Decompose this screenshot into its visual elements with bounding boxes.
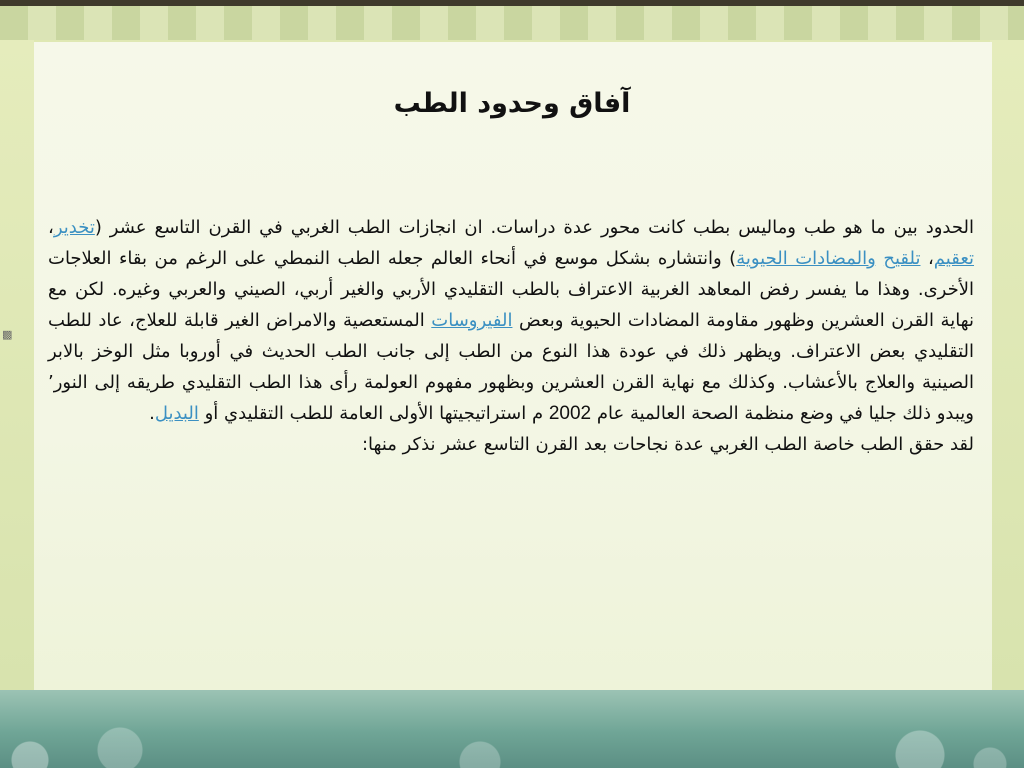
link-sterilization[interactable]: تعقيم [933,248,975,269]
paragraph-main [48,212,974,429]
text-segment: ، [920,248,934,269]
left-decorative-strip [0,40,34,690]
top-decorative-band [0,0,1024,40]
link-viruses[interactable]: الفيروسات [431,310,513,331]
presentation-icon[interactable]: ▩ [2,328,13,341]
link-anesthesia[interactable]: تخدير [53,217,95,238]
paragraph-achievements-intro: لقد حقق الطب خاصة الطب الغربي عدة نجاحات بعد القرن التاسع عشر نذكر منها: [361,434,974,455]
text-segment: م استراتيجيتها الأولى العامة للطب التقليدي أو [198,403,549,424]
year-number: 2002 [548,403,592,424]
slide-body [48,212,974,460]
bottom-floral-ornament [0,700,1024,768]
text-segment: ) وانتشاره بشكل موسع في أنحاء العالم جعله الطب النمطي على الرغم من بقاء العلاجات الأخرى. وهذا ما يفسر رفض المعاهد الغربية الاعتراف بالطب التقليدي الأربي والغير أربي، الصيني والعربي وغيره. لكن مع نهاية القرن العشرين وظهور مقاومة المضادات الحيوية وبعض [48,248,974,331]
slide-title: آفاق وحدود الطب [393,88,631,119]
link-alternative-medicine[interactable]: البديل [154,403,199,424]
text-segment: المستعصية والامراض الغير قابلة للعلاج، عاد للطب التقليدي بعض الاعتراف. ويظهر ذلك في عودة هذا النوع من الطب إلى جانب الطب الحديث في أوروبا مثل الوخز بالابر الصينية والعلاج بالأعشاب. وكذلك مع نهاية القرن العشرين وبظهور مفهوم العولمة رأى هذا الطب التقليدي طريقه إلى النور’ ويبدو ذلك جليا في وضع منظمة الصحة العالمية عام [48,310,974,424]
right-decorative-strip [990,40,1024,690]
link-vaccination[interactable]: تلقيح [883,248,921,269]
text-segment: الحدود بين ما هو طب وماليس بطب كانت محور عدة دراسات. ان انجازات الطب الغربي في القرن التاسع عشر ( [94,217,974,238]
text-segment: . [149,403,155,424]
link-antibiotics[interactable]: والمضادات الحيوية [736,248,876,269]
text-segment: ، [48,217,54,238]
